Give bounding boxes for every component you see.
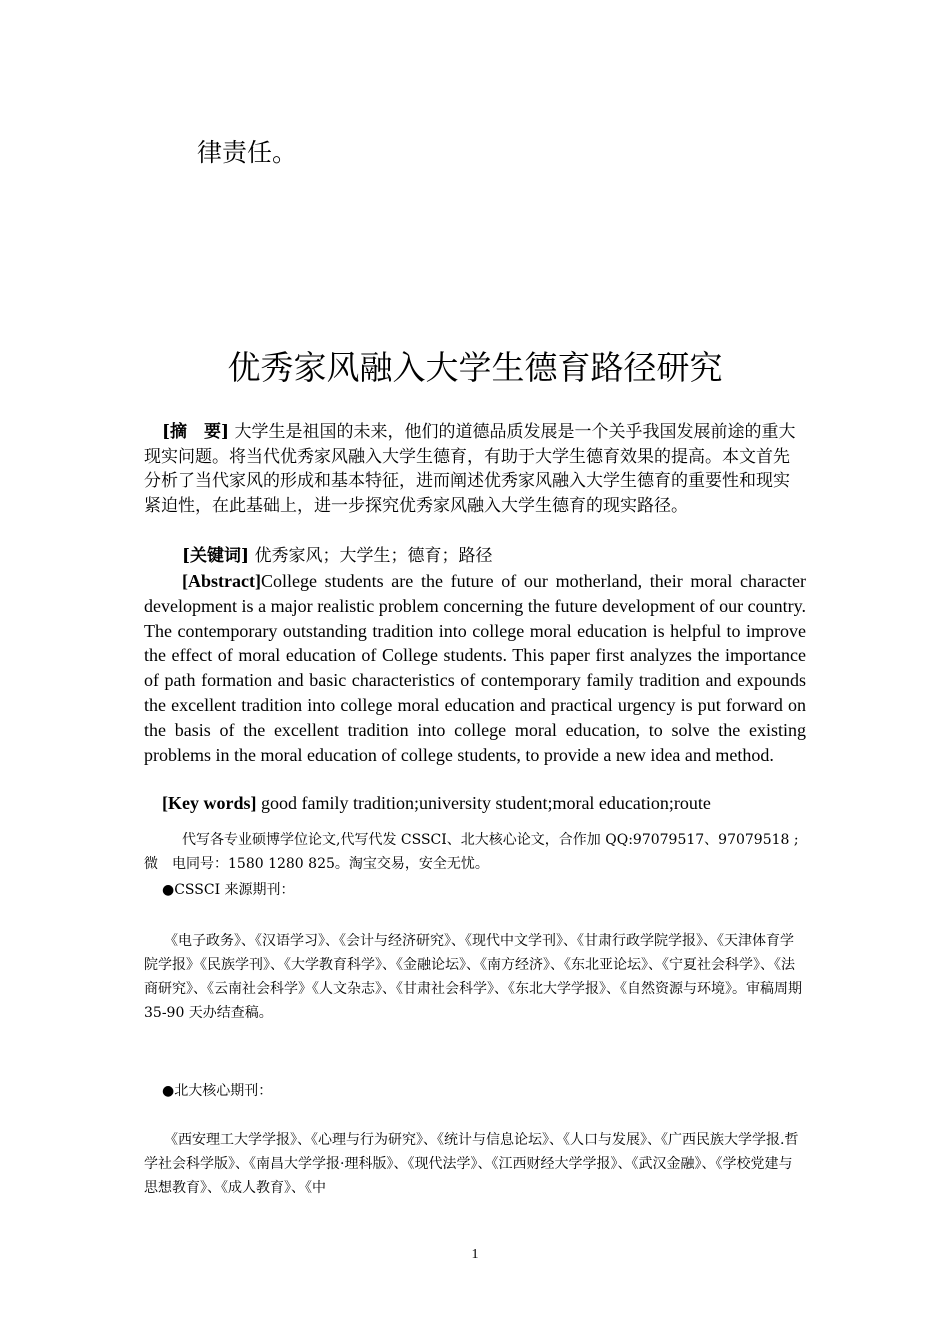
previous-page-continuation: 律责任。 [197, 138, 298, 167]
pku-journal-list: 《西安理工大学学报》、《心理与行为研究》、《统计与信息论坛》、《人口与发展》、《广西民族大学学报.哲学社会科学版》、《南昌大学学报·理科版》、《现代法学》、《江西财经大学学报》、《武汉金融》、《学校党建与思想教育》、《成人教育》、《中 [144, 1132, 799, 1196]
abstract-en [144, 569, 806, 767]
keywords-cn-label: [关键词] [182, 546, 250, 566]
keywords-cn-text: 优秀家风；大学生；德育；路径 [254, 546, 493, 566]
abstract-en-text: College students are the future of our motherland, their moral character development is a major realistic problem concerning the future development of our country. The contemporary outstanding tradition into college moral education is helpful to improve the effect of moral education of College students. This paper first analyzes the importance of path formation and basic characteristics of contemporary family tradition and expounds the excellent tradition into college moral education and practical urgency is put forward on the basis of the excellent tradition into college moral education, to solve the existing problems in the moral education of college students, to provide a new idea and method. [144, 571, 806, 765]
abstract-cn-label: [摘 要] [162, 422, 230, 442]
service-ad: 代写各专业硕博学位论文,代写代发 CSSCI、北大核心论文，合作加 QQ:97079517、97079518 ; 微 电同号：1580 1280 825。淘宝交易，安全无忧。 [144, 832, 799, 872]
keywords-en-label: [Key words] [162, 793, 257, 813]
page-number: 1 [471, 1247, 479, 1262]
abstract-en-label: [Abstract] [182, 571, 261, 591]
abstract-cn [144, 420, 806, 518]
keywords-en-text: good family tradition;university student;moral education;route [260, 793, 711, 813]
cssci-heading: ●CSSCI 来源期刊： [162, 882, 295, 898]
keywords-cn [182, 544, 806, 569]
keywords-en [162, 793, 711, 814]
cssci-journal-list: 《电子政务》、《汉语学习》、《会计与经济研究》、《现代中文学刊》、《甘肃行政学院学报》、《天津体育学院学报》《民族学刊》、《大学教育科学》、《金融论坛》、《南方经济》、《东北亚论坛》、《宁夏社会科学》、《法商研究》、《云南社会科学》《人文杂志》、《甘肃社会科学》、《东北大学学报》、《自然资源与环境》。审稿周期 35-90 天办结查稿。 [144, 933, 802, 1021]
paper-title: 优秀家风融入大学生德育路径研究 [227, 348, 723, 387]
abstract-cn-text: 大学生是祖国的未来，他们的道德品质发展是一个关乎我国发展前途的重大现实问题。将当代优秀家风融入大学生德育，有助于大学生德育效果的提高。本文首先分析了当代家风的形成和基本特征，进而阐述优秀家风融入大学生德育的重要性和现实紧迫性，在此基础上，进一步探究优秀家风融入大学生德育的现实路径。 [144, 422, 796, 516]
pku-heading: ●北大核心期刊： [162, 1083, 273, 1099]
